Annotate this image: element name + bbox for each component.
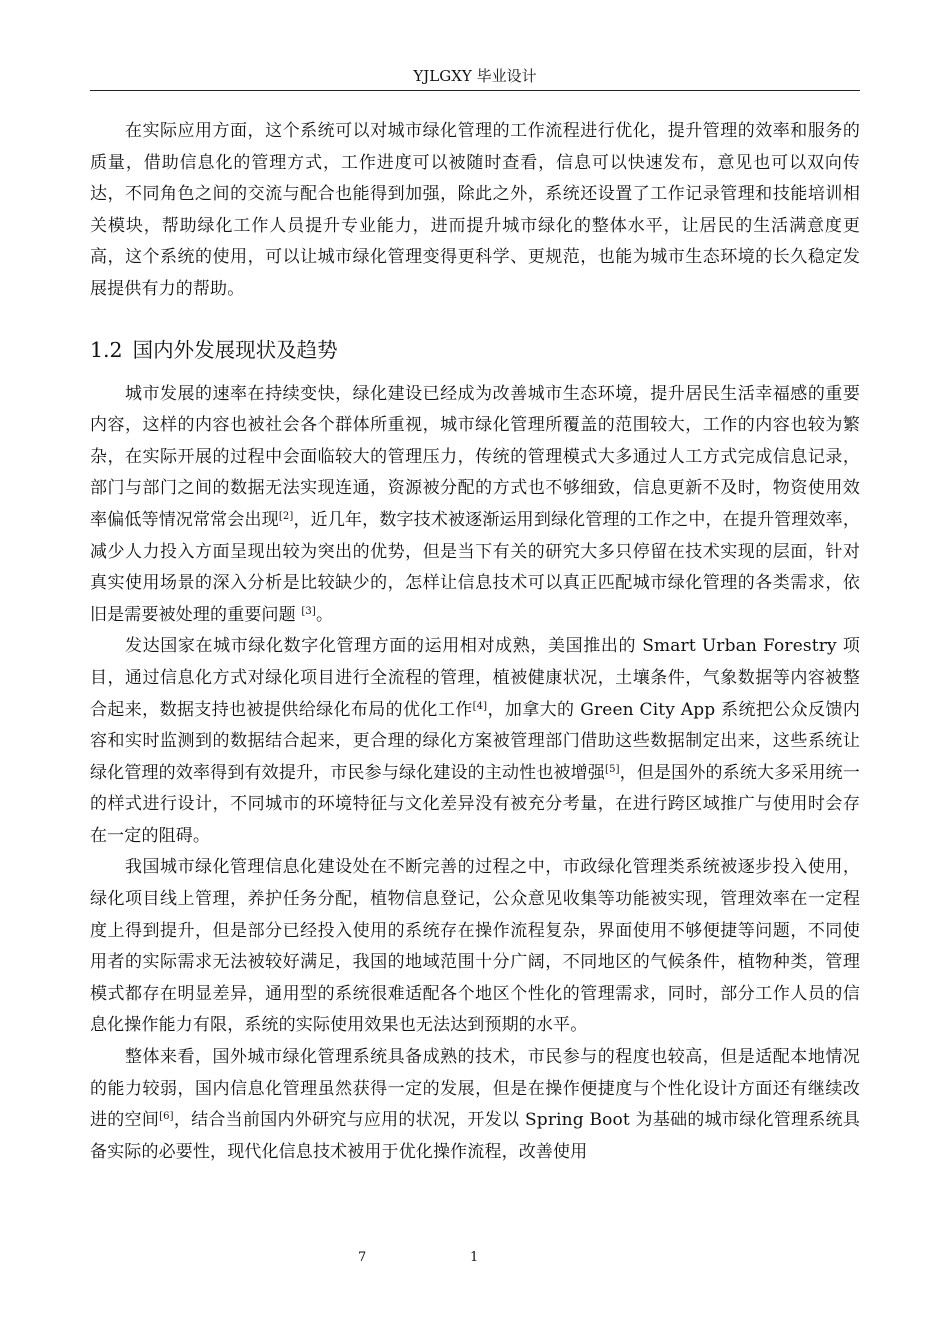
paragraph	[90, 1042, 860, 1168]
section-heading	[90, 335, 860, 365]
paragraph-text: 城市发展的速率在持续变快，绿化建设已经成为改善城市生态环境，提升居民生活幸福感的重要内容，这样的内容也被社会各个群体所重视，城市绿化管理所覆盖的范围较大，工作的内容也较为繁杂，在实际开展的过程中会面临较大的管理压力，传统的管理模式大多通过人工方式完成信息记录，部门与部门之间的数据无法实现连通，资源被分配的方式也不够细致，信息更新不及时，物资使用效率偏低等情况常常会出现	[90, 383, 860, 530]
paragraph-text: 发达国家在城市绿化数字化管理方面的运用相对成熟，美国推出的 Smart Urban Forestry 项目，通过信息化方式对绿化项目进行全流程的管理，植被健康状况，土壤条件，气象数据等内容被整合起来，数据支持也被提供给绿化布局的优化工作	[90, 636, 860, 720]
section-number: 1.2	[90, 337, 123, 362]
paragraph: 在实际应用方面，这个系统可以对城市绿化管理的工作流程进行优化，提升管理的效率和服务的质量，借助信息化的管理方式，工作进度可以被随时查看，信息可以快速发布，意见也可以双向传达，不同角色之间的交流与配合也能得到加强，除此之外，系统还设置了工作记录管理和技能培训相关模块，帮助绿化工作人员提升专业能力，进而提升城市绿化的整体水平，让居民的生活满意度更高，这个系统的使用，可以让城市绿化管理变得更科学、更规范，也能为城市生态环境的长久稳定发展提供有力的帮助。	[90, 121, 860, 299]
paragraph-text: 。	[315, 604, 334, 625]
paragraph-text: ，结合当前国内外研究与应用的状况，开发以 Spring Boot 为基础的城市绿化管理系统具备实际的必要性，现代化信息技术被用于优化操作流程，改善使用	[90, 1110, 860, 1162]
citation-ref: [2]	[278, 510, 294, 522]
paragraph-text: 我国城市绿化管理信息化建设处在不断完善的过程之中，市政绿化管理类系统被逐步投入使用，绿化项目线上管理，养护任务分配，植物信息登记，公众意见收集等功能被实现，管理效率在一定程度上得到提升，但是部分已经投入使用的系统存在操作流程复杂，界面使用不够便捷等问题，不同使用者的实际需求无法被较好满足，我国的地域范围十分广阔，不同地区的气候条件，植物种类，管理模式都存在明显差异，通用型的系统很难适配各个地区个性化的管理需求，同时，部分工作人员的信息化操作能力有限，系统的实际使用效果也无法达到预期的水平。	[90, 857, 860, 1036]
paragraph-text: ，加拿大的 Green City App 系统把公众反馈内容和实时监测到的数据结合起来，更合理的绿化方案被管理部门借助这些数据制定出来，这些系统让绿化管理的效率得到有效提升，市民参与绿化建设的主动性也被增强	[90, 699, 860, 783]
citation-ref: [3]	[301, 605, 316, 617]
page-number-left: 7	[358, 1250, 367, 1265]
citation-ref: [5]	[605, 763, 620, 775]
page-number-right: 1	[470, 1250, 479, 1265]
paragraph	[90, 631, 860, 852]
paragraph-text: ，但是国外的系统大多采用统一的样式进行设计，不同城市的环境特征与文化差异没有被充分考量，在进行跨区域推广与使用时会存在一定的阻碍。	[90, 762, 860, 846]
page-body	[90, 116, 860, 1168]
header-divider	[90, 90, 860, 91]
paragraph	[90, 852, 860, 1042]
paragraph-text: 整体来看，国外城市绿化管理系统具备成熟的技术，市民参与的程度也较高，但是适配本地情况的能力较弱，国内信息化管理虽然获得一定的发展，但是在操作便捷度与个性化设计方面还有继续改进的空间	[90, 1047, 860, 1131]
page-header: YJLGXY 毕业设计	[413, 67, 537, 85]
citation-ref: [4]	[472, 700, 488, 712]
paragraph-text: ，近几年，数字技术被逐渐运用到绿化管理的工作之中，在提升管理效率，减少人力投入方面呈现出较为突出的优势，但是当下有关的研究大多只停留在技术实现的层面，针对真实使用场景的深入分析是比较缺少的，怎样让信息技术可以真正匹配城市绿化管理的各类需求，依旧是需要被处理的重要问题	[90, 509, 860, 625]
section-title: 国内外发展现状及趋势	[132, 337, 338, 362]
citation-ref: [6]	[159, 1111, 174, 1123]
paragraph	[90, 379, 860, 632]
